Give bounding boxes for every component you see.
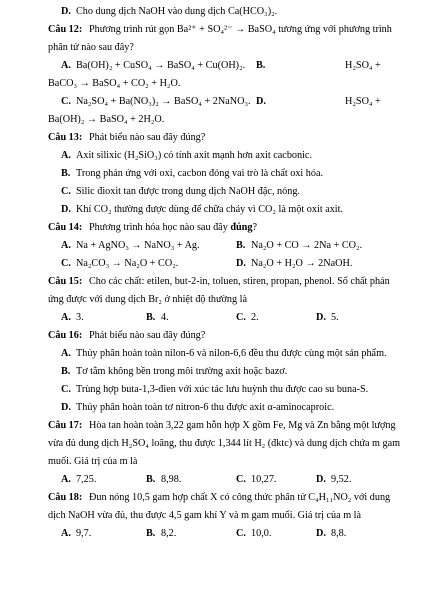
q12-options-ab [0,58,435,74]
question-number: Câu 17: [48,420,83,431]
option-label: B. [236,240,246,251]
option-label: B. [146,474,156,485]
option-label: C. [61,186,71,197]
option-label: D. [316,312,326,323]
option-label: A. [61,474,71,485]
q17-stem-line-2 [0,436,435,452]
option-label: B. [146,312,156,323]
option-text: Na₂SO₄ + Ba(NO₃)₂ → BaSO₄ + 2NaNO₃. [76,96,251,107]
q13-option-c [0,184,435,200]
option-label: D. [316,474,326,485]
q11-option-d [0,4,435,20]
q14-options-ab [0,238,435,254]
question-stem: Hòa tan hoàn toàn 3,22 gam hỗn hợp X gồm Fe, Mg và Zn bằng một lượng [89,420,396,431]
q18-stem-line-1 [0,490,435,506]
option-text: Thủy phân hoàn toàn nilon-6 và nilon-6,6 đều thu được cùng một sản phẩm. [76,348,387,359]
option-label: C. [236,528,246,539]
option-text: Na₂O + H₂O → 2NaOH. [251,258,353,269]
stem-end: ? [252,222,257,233]
question-stem: dịch NaOH vừa đủ, thu được 4,5 gam khí Y và m gam muối. Giá trị của m là [48,510,362,521]
option-text: H₂SO₄ + [345,96,381,107]
question-stem: Phát biểu nào sau đây đúng? [89,330,206,341]
option-text: Silic đioxit tan được trong dung dịch NaOH đặc, nóng. [76,186,300,197]
question-stem [89,220,257,236]
option-text: Trùng hợp buta-1,3-đien với xúc tác lưu huỳnh thu được cao su buna-S. [76,384,369,395]
option-text: 8,98. [161,474,182,485]
option-label: D. [316,528,326,539]
stem-text: Phương trình hóa học nào sau đây [89,222,231,233]
option-label: A. [61,240,71,251]
question-stem: Phát biểu nào sau đây đúng? [89,132,206,143]
option-text: Na + AgNO₃ → NaNO₃ + Ag. [76,240,200,251]
option-label: D. [61,402,71,413]
option-label: D. [256,96,266,107]
q12-options-cd [0,94,435,110]
option-label: B. [61,168,71,179]
question-number: Câu 13: [48,132,83,143]
option-text: Na₂CO₃ → Na₂O + CO₂. [76,258,179,269]
question-number: Câu 18: [48,492,83,503]
q16-option-d [0,400,435,416]
option-label: B. [61,366,71,377]
option-text: 8,8. [331,528,347,539]
option-text: Tơ tằm không bền trong môi trường axit hoặc bazơ. [76,366,288,377]
option-label: C. [236,312,246,323]
question-stem: Phương trình rút gọn Ba²⁺ + SO₄²⁻ → BaSO₄ tương ứng với phương trình [89,24,392,35]
option-label: A. [61,60,71,71]
q14-stem [0,220,435,236]
option-text: 10,0. [251,528,272,539]
option-text: Trong phản ứng với oxi, cacbon đóng vai trò là chất oxi hóa. [76,168,324,179]
q13-option-a [0,148,435,164]
q12-option-b-cont [0,76,435,92]
option-text: H₂SO₄ + [345,60,381,71]
option-text: 5. [331,312,339,323]
option-text: 2. [251,312,259,323]
option-label: C. [61,384,71,395]
option-label: B. [256,60,266,71]
option-label: D. [61,6,71,17]
option-text: Cho dung dịch NaOH vào dung dịch Ca(HCO₃)₂. [76,6,278,17]
q16-option-b [0,364,435,380]
q15-stem-line-2 [0,292,435,308]
q16-option-c [0,382,435,398]
option-text: Khí CO₂ thường được dùng để chữa cháy vì CO₂ là một oxit axit. [76,204,344,215]
q15-options [0,310,435,326]
q17-stem-line-3 [0,454,435,470]
question-number: Câu 15: [48,276,83,287]
q18-stem-line-2 [0,508,435,524]
option-text: 3. [76,312,84,323]
q18-options [0,526,435,542]
question-stem: Cho các chất: etilen, but-2-in, toluen, stiren, propan, phenol. Số chất phản [89,276,390,287]
option-text: Ba(OH)₂ → BaSO₄ + 2H₂O. [48,114,165,125]
option-label: C. [61,258,71,269]
option-text: 9,52. [331,474,352,485]
question-stem: ứng được với dung dịch Br₂ ở nhiệt độ thường là [48,294,247,305]
q17-options [0,472,435,488]
q17-stem-line-1 [0,418,435,434]
option-text: Thủy phân hoàn toàn tơ nitron-6 thu được axit α-aminocaproic. [76,402,335,413]
question-number: Câu 16: [48,330,83,341]
q12-stem-line-2 [0,40,435,56]
option-text: BaCO₃ → BaSO₄ + CO₂ + H₂O. [48,78,181,89]
option-text: Axit silixic (H₂SiO₃) có tính axit mạnh hơn axit cacbonic. [76,150,313,161]
option-text: 9,7. [76,528,92,539]
question-stem: Đun nóng 10,5 gam hợp chất X có công thức phân tử C₄H₁₁NO₂ với dung [89,492,391,503]
question-number: Câu 14: [48,222,83,233]
option-label: A. [61,528,71,539]
q12-option-d-cont [0,112,435,128]
option-label: B. [146,528,156,539]
option-label: D. [236,258,246,269]
option-text: 10,27. [251,474,277,485]
q16-option-a [0,346,435,362]
option-text: Ba(OH)₂ + CuSO₄ → BaSO₄ + Cu(OH)₂. [76,60,246,71]
option-label: A. [61,348,71,359]
option-label: C. [236,474,246,485]
option-text: Na₂O + CO → 2Na + CO₂. [251,240,363,251]
q13-option-b [0,166,435,182]
q15-stem-line-1 [0,274,435,290]
option-label: A. [61,150,71,161]
option-label: C. [61,96,71,107]
option-text: 7,25. [76,474,97,485]
question-stem: phân tử nào sau đây? [48,42,134,53]
q16-stem [0,328,435,344]
q13-option-d [0,202,435,218]
option-label: D. [61,204,71,215]
q14-options-cd [0,256,435,272]
option-text: 8,2. [161,528,177,539]
q12-stem-line-1 [0,22,435,38]
option-label: A. [61,312,71,323]
option-text: 4. [161,312,169,323]
question-stem: vừa đủ dung dịch H₂SO₄ loãng, thu được 1,344 lít H₂ (đktc) và dung dịch chứa m gam [48,438,401,449]
question-stem: muối. Giá trị của m là [48,456,138,467]
question-number: Câu 12: [48,24,83,35]
q13-stem [0,130,435,146]
stem-emphasis: đúng [230,222,253,233]
